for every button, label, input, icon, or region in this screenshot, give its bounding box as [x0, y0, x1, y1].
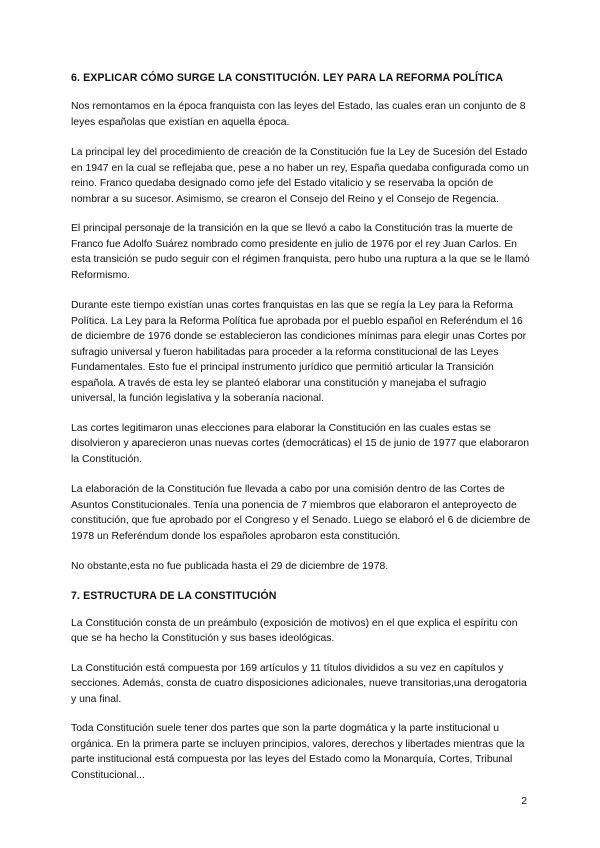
paragraph: Toda Constitución suele tener dos partes que son la parte dogmática y la parte institucional u orgánica. En la primera parte se incluyen principios, valores, derechos y libertades mientras que la parte institucional está compuesta por las leyes del Estado como la Monarquía, Cortes, Tribunal Constitucional... [71, 723, 525, 781]
paragraph: El principal personaje de la transición en la que se llevó a cabo la Constitución tras la muerte de Franco fue Adolfo Suárez nombrado como presidente en julio de 1976 por el rey Juan Carlos. En esta transición se pudo seguir con el régimen franquista, pero hubo una ruptura a la que se le llamó Reformismo. [71, 223, 530, 281]
section-heading-7: 7. ESTRUCTURA DE LA CONSTITUCIÓN [71, 589, 277, 602]
paragraph: Nos remontamos en la época franquista con las leyes del Estado, las cuales eran un conjunto de 8 leyes españolas que existían en aquella época. [71, 101, 526, 128]
paragraph: Durante este tiempo existían unas cortes franquistas en las que se regía la Ley para la Reforma Política. La Ley para la Reforma Política fue aprobada por el pueblo español en Referéndum el 16 de diciembre de 1976 donde se establecieron las condiciones mínimas para elegir unas Cortes por sufragio universal y fueron habilitadas para proceder a la reforma constitucional de las Leyes Fundamentales. Esto fue el principal instrumento jurídico que permitió articular la Transición española. A través de esta ley se planteó elaborar una constitución y manejaba el sufragio universal, la función legislativa y la soberanía nacional. [71, 300, 527, 404]
paragraph: La elaboración de la Constitución fue llevada a cabo por una comisión dentro de las Cortes de Asuntos Constitucionales. Tenía una ponencia de 7 miembros que elaboraron el anteproyecto de constitución, que fue aprobado por el Congreso y el Senado. Luego se elaboró el 6 de diciembre de 1978 un Referéndum donde los españoles aprobaron esta constitución. [71, 484, 531, 542]
document-body [71, 70, 533, 783]
paragraph: La principal ley del procedimiento de creación de la Constitución fue la Ley de Sucesión del Estado en 1947 en la cual se reflejaba que, pese a no haber un rey, España quedaba configurada como un reino. Franco quedaba designado como jefe del Estado vitalicio y se reservaba la opción de nombrar a su sucesor. Asimismo, se crearon el Consejo del Reino y el Consejo de Regencia. [71, 147, 529, 205]
paragraph: Las cortes legitimaron unas elecciones para elaborar la Constitución en las cuales estas se disolvieron y aparecieron unas nuevas cortes (democráticas) el 15 de junio de 1977 que elaboraron la Constitución. [71, 422, 530, 465]
paragraph: No obstante,esta no fue publicada hasta el 29 de diciembre de 1978. [71, 561, 389, 572]
section-heading-6: 6. EXPLICAR CÓMO SURGE LA CONSTITUCIÓN. LEY PARA LA REFORMA POLÍTICA [71, 72, 504, 84]
paragraph: La Constitución consta de un preámbulo (exposición de motivos) en el que explica el espíritu con que se ha hecho la Constitución y sus bases ideológicas. [71, 617, 518, 644]
paragraph: La Constitución está compuesta por 169 artículos y 11 títulos divididos a su vez en capítulos y secciones. Además, consta de cuatro disposiciones adicionales, nueve transitorias,una derogatoria y una final. [71, 662, 527, 705]
page-number: 2 [521, 796, 527, 807]
